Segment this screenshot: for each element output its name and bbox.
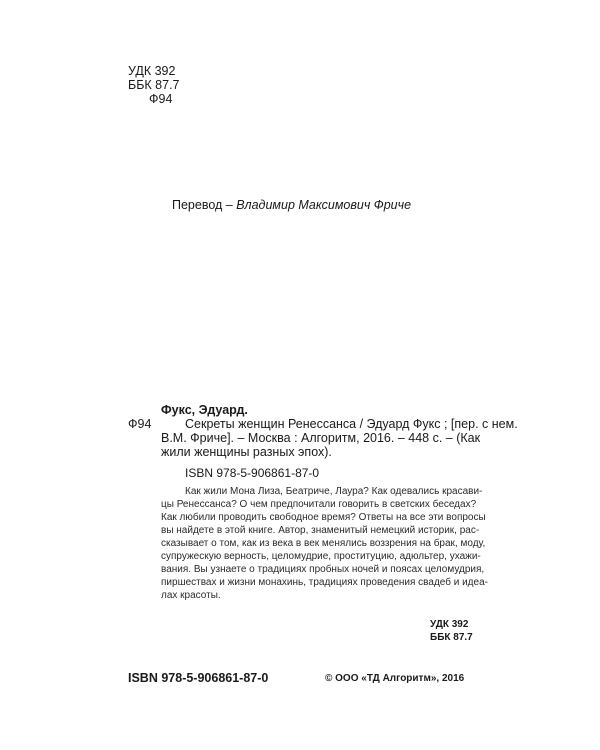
translator-prefix: Перевод – — [172, 198, 237, 212]
annotation-line: сказывает о том, как из века в век менялись воззрения на брак, моду, — [161, 538, 486, 549]
footer-copyright: © ООО «ТД Алгоритм», 2016 — [325, 673, 465, 684]
catalog-bbk: ББК 87.7 — [430, 632, 473, 643]
annotation-line: Как жили Мона Лиза, Беатриче, Лаура? Как одевались красави- — [185, 486, 483, 497]
catalog-author-mark: Ф94 — [128, 417, 152, 431]
translator-name: Владимир Максимович Фриче — [236, 198, 412, 212]
catalog-description-line: Секреты женщин Ренессанса / Эдуард Фукс ; [пер. с нем. — [185, 417, 518, 431]
annotation-line: Как любили проводить свободное время? Ответы на все эти вопросы — [161, 512, 486, 523]
catalog-author: Фукс, Эдуард. — [161, 403, 248, 417]
catalog-udk: УДК 392 — [430, 619, 469, 630]
footer-isbn: ISBN 978-5-906861-87-0 — [128, 671, 269, 685]
translator-line — [172, 198, 411, 212]
annotation-line: пиршествах и жизни монахинь, традициях проведения свадеб и идеа- — [161, 577, 488, 588]
annotation-line: вы найдете в этой книге. Автор, знаменитый немецкий историк, рас- — [161, 525, 480, 536]
bbk-code: ББК 87.7 — [128, 78, 180, 92]
annotation-line: цы Ренессанса? О чем предпочитали говорить в светских беседах? — [161, 499, 477, 510]
annotation-line: супружескую верность, целомудрие, проституцию, адюльтер, ухажи- — [161, 551, 481, 562]
author-mark: Ф94 — [149, 92, 173, 106]
catalog-isbn: ISBN 978-5-906861-87-0 — [185, 466, 320, 480]
udk-code: УДК 392 — [128, 64, 176, 78]
catalog-description-line: жили женщины разных эпох). — [161, 445, 332, 459]
catalog-description-line: В.М. Фриче]. – Москва : Алгоритм, 2016. – 448 с. – (Как — [161, 431, 481, 445]
annotation-line: лах красоты. — [161, 590, 221, 601]
annotation-line: вания. Вы узнаете о традициях пробных ночей и поясах целомудрия, — [161, 564, 485, 575]
